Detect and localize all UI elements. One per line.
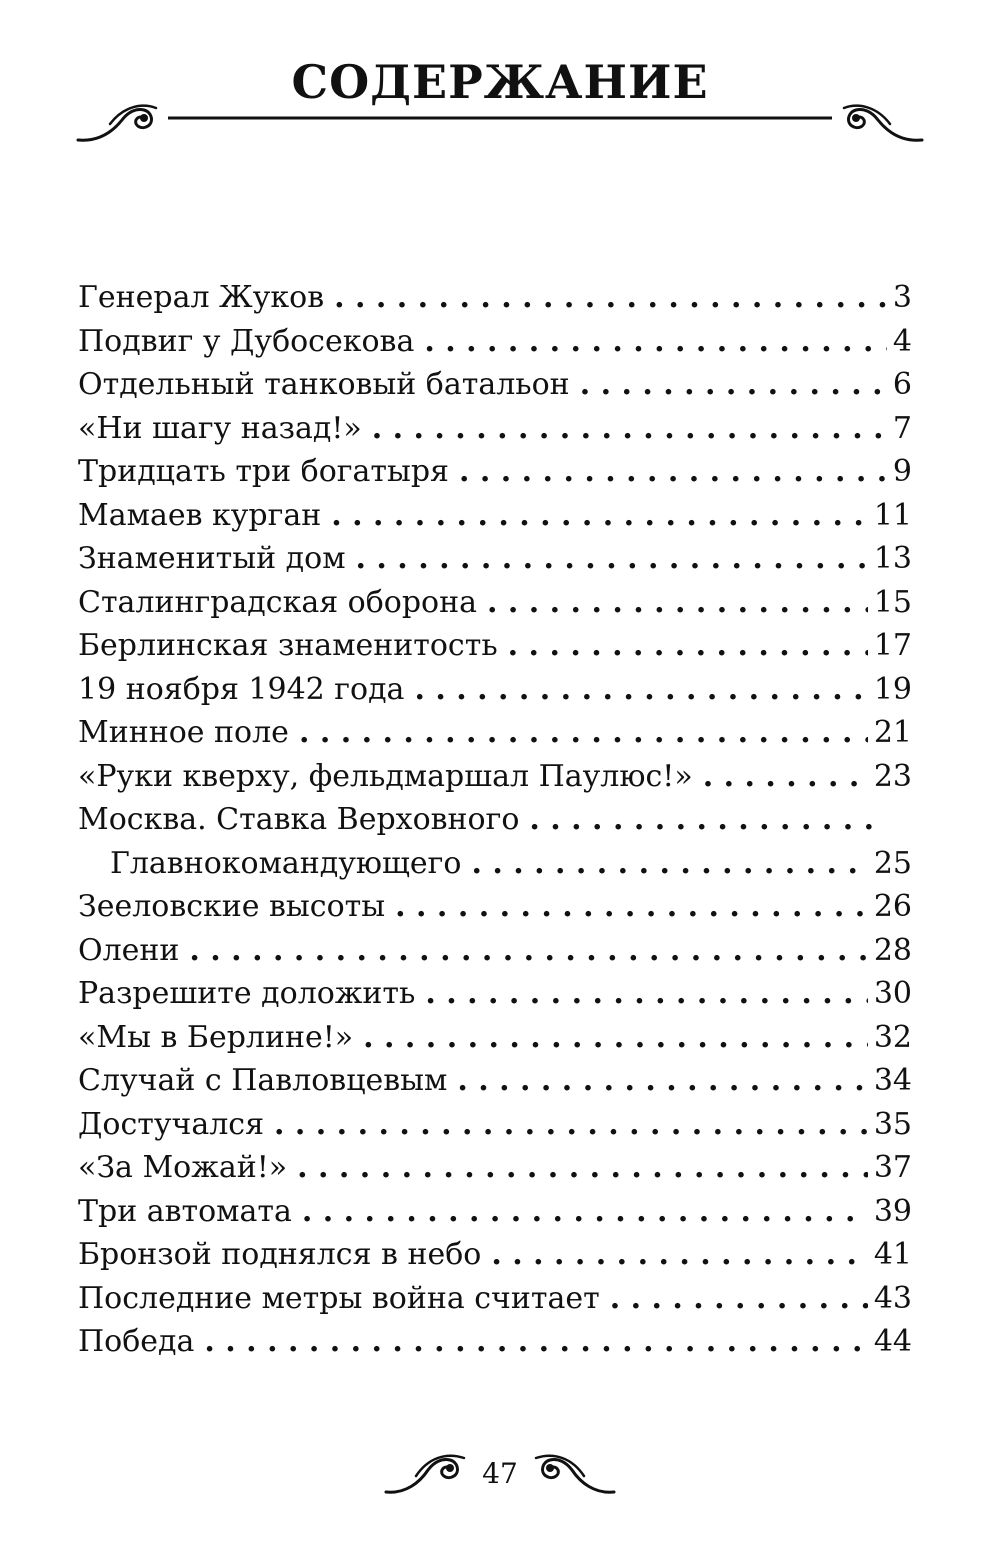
page-title: СОДЕРЖАНИЕ: [291, 55, 709, 109]
toc-entry-title: Последние метры война считает: [78, 1280, 600, 1316]
toc-entry-page: 25: [873, 845, 912, 881]
toc-entry-page: 11: [873, 497, 912, 533]
dot-leader: [425, 972, 867, 1015]
toc-entry: [78, 711, 912, 755]
dot-leader: [487, 581, 868, 624]
swirl-divider-icon: [70, 96, 930, 152]
dot-leader: [356, 537, 868, 580]
toc-entry-title: «За Можай!»: [78, 1150, 288, 1186]
toc-entry-title: Отдельный танковый батальон: [78, 367, 570, 403]
toc-entry-page: 37: [873, 1150, 912, 1186]
toc-entry-title: Мамаев курган: [78, 497, 322, 533]
toc-entry-page: 23: [873, 758, 912, 794]
toc-entry-title: «Мы в Берлине!»: [78, 1019, 354, 1055]
dot-leader: [457, 1059, 867, 1102]
toc-entry-title: Генерал Жуков: [78, 280, 325, 316]
table-of-contents: [78, 276, 912, 1364]
toc-entry-page: 41: [873, 1237, 912, 1273]
dot-leader: [274, 1103, 868, 1146]
toc-entry: [78, 885, 912, 929]
page-number: 47: [482, 1457, 518, 1490]
toc-entry: [78, 537, 912, 581]
dot-leader: [299, 711, 868, 754]
toc-entry-title: Зееловские высоты: [78, 889, 386, 925]
toc-entry: [78, 842, 912, 886]
toc-entry-page: 28: [873, 932, 912, 968]
toc-entry-title: Минное поле: [78, 715, 289, 751]
dot-leader: [334, 276, 887, 319]
toc-entry-page: 21: [873, 715, 912, 751]
toc-entry: [78, 407, 912, 451]
toc-entry-title: Победа: [78, 1324, 195, 1360]
toc-entry: [78, 668, 912, 712]
toc-entry-page: 3: [892, 280, 912, 316]
toc-entry-page: 39: [873, 1193, 912, 1229]
toc-entry-page: 34: [873, 1063, 912, 1099]
page-footer: [380, 1436, 620, 1506]
toc-entry-title: «Ни шагу назад!»: [78, 410, 362, 446]
toc-entry: [78, 1059, 912, 1103]
toc-entry-page: 7: [892, 410, 912, 446]
dot-leader: [610, 1277, 868, 1320]
toc-entry-page: 30: [873, 976, 912, 1012]
dot-leader: [529, 798, 882, 841]
toc-entry-title: Олени: [78, 932, 180, 968]
toc-entry-title: Разрешите доложить: [78, 976, 416, 1012]
toc-entry-title: Подвиг у Дубосекова: [78, 323, 415, 359]
dot-leader: [459, 450, 887, 493]
toc-entry: [78, 494, 912, 538]
toc-entry-title: Берлинская знаменитость: [78, 628, 498, 664]
dot-leader: [395, 885, 868, 928]
dot-leader: [189, 929, 867, 972]
toc-entry-title: Сталинградская оборона: [78, 584, 477, 620]
dot-leader: [204, 1320, 867, 1363]
toc-entry: [78, 929, 912, 973]
toc-entry-page: 17: [873, 628, 912, 664]
toc-entry-title: «Руки кверху, фельдмаршал Паулюс!»: [78, 758, 693, 794]
dot-leader: [491, 1233, 867, 1276]
dot-leader: [414, 668, 867, 711]
toc-entry-title: Знаменитый дом: [78, 541, 346, 577]
toc-entry: [78, 1277, 912, 1321]
toc-entry-title: Три автомата: [78, 1193, 292, 1229]
toc-entry-page: 26: [873, 889, 912, 925]
toc-entry: [78, 363, 912, 407]
dot-leader: [297, 1146, 868, 1189]
toc-entry-page: 9: [892, 454, 912, 490]
dot-leader: [331, 494, 868, 537]
toc-entry-page: 35: [873, 1106, 912, 1142]
toc-entry: [78, 1016, 912, 1060]
toc-entry: [78, 1190, 912, 1234]
toc-entry: [78, 972, 912, 1016]
toc-entry-page: 13: [873, 541, 912, 577]
dot-leader: [363, 1016, 868, 1059]
dot-leader: [302, 1190, 868, 1233]
toc-entry: [78, 1146, 912, 1190]
toc-entry: [78, 1103, 912, 1147]
toc-entry-page: 15: [873, 584, 912, 620]
toc-entry: [78, 1233, 912, 1277]
toc-entry-title: Достучался: [78, 1106, 265, 1142]
dot-leader: [372, 407, 887, 450]
toc-entry-title: Случай с Павловцевым: [78, 1063, 448, 1099]
toc-entry-title: Москва. Ставка Верховного: [78, 802, 520, 838]
dot-leader: [508, 624, 868, 667]
toc-entry-page: 32: [873, 1019, 912, 1055]
toc-entry: [78, 624, 912, 668]
toc-entry-title: Тридцать три богатыря: [78, 454, 449, 490]
toc-entry-title: Бронзой поднялся в небо: [78, 1237, 482, 1273]
toc-entry-page: 4: [892, 323, 912, 359]
toc-entry: [78, 755, 912, 799]
toc-entry-title: 19 ноября 1942 года: [78, 671, 405, 707]
dot-leader: [424, 320, 887, 363]
toc-entry: [78, 798, 912, 842]
dot-leader: [580, 363, 887, 406]
toc-entry: [78, 320, 912, 364]
toc-entry: [78, 450, 912, 494]
toc-entry-page: 6: [892, 367, 912, 403]
toc-entry-page: 43: [873, 1280, 912, 1316]
toc-entry: [78, 276, 912, 320]
toc-entry: [78, 1320, 912, 1364]
toc-entry-page: 19: [873, 671, 912, 707]
toc-entry-title: Главнокомандующего: [110, 845, 462, 881]
dot-leader: [703, 755, 868, 798]
dot-leader: [471, 842, 867, 885]
toc-entry: [78, 581, 912, 625]
toc-entry-page: 44: [873, 1324, 912, 1360]
